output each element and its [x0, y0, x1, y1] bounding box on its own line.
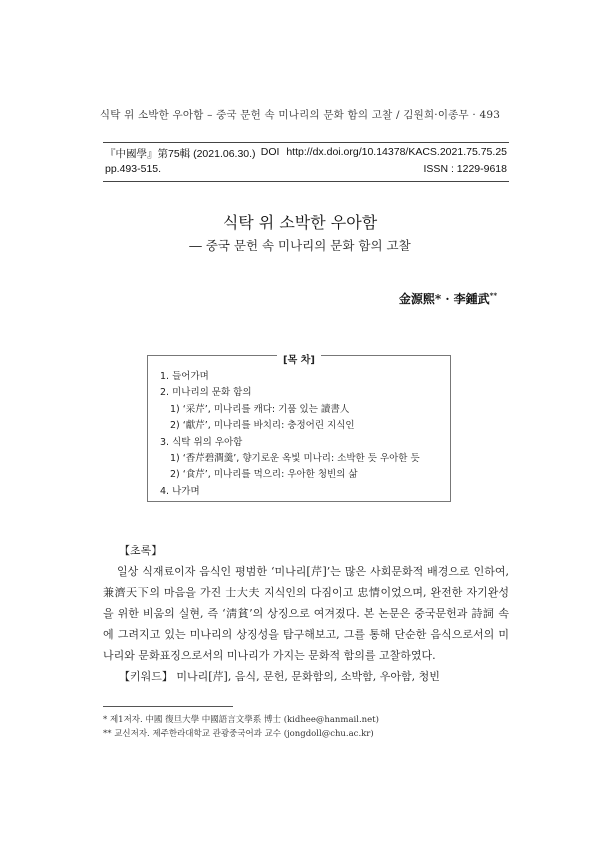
toc-item: 1) ‘香芹碧澗羹’, 향기로운 옥빛 미나리: 소박한 듯 우아한 듯	[170, 452, 420, 464]
authors	[399, 290, 497, 307]
running-head: 식탁 위 소박한 우아함 – 중국 문헌 속 미나리의 문화 함의 고찰 / 김원희·이종무 · 493	[99, 109, 501, 121]
toc-item: 1) ‘采芹’, 미나리를 캐다: 기품 있는 讀書人	[170, 403, 350, 415]
publication-info	[103, 142, 509, 182]
issn: ISSN : 1229-9618	[423, 163, 507, 175]
abstract-body: 일상 식재료이자 음식인 평범한 ‘미나리[芹]’는 많은 사회문화적 배경으로 인하여, 兼濟天下의 마음을 가진 士大夫 지식인의 다짐이고 忠情이었으며, 완전한 자기완성을 위한 비움의 실현, 즉 ‘淸貧’의 상징으로 여겨졌다. 본 논문은 중국문헌과 詩詞 속에 그려지고 있는 미나리의 상징성을 탐구해보고, 그를 통해 단순한 음식으로서의 미나리와 문화표징으로서의 미나리가 가지는 문화적 함의를 고찰하였다.	[103, 565, 509, 662]
toc-list	[160, 369, 442, 500]
page-range: pp.493-515.	[105, 163, 162, 175]
toc-item: 4. 나가며	[160, 485, 200, 497]
paper-title: 식탁 위 소박한 우아함	[222, 213, 378, 232]
abstract-label: 【초록】	[119, 544, 163, 557]
keywords-label: 【키워드】	[119, 670, 173, 683]
toc-item: 2) ‘食芹’, 미나리를 먹으리: 우아한 청빈의 삶	[170, 469, 358, 481]
journal-citation: 『中國學』第75輯 (2021.06.30.)	[105, 148, 256, 160]
author-names: 金源熙* · 李鍾武	[398, 292, 490, 306]
toc-item: 2) ‘獻芹’, 미나리를 바치리: 충정어린 지식인	[170, 420, 355, 432]
doi-link[interactable]: http://dx.doi.org/10.14378/KACS.2021.75.75.25	[286, 146, 507, 158]
toc-item: 2. 미나리의 문화 함의	[160, 387, 252, 399]
footnote: * 제1저자. 中國 復旦大學 中國語言文學系 博士 (kidhee@hanmail.net)	[103, 715, 379, 725]
footnotes	[103, 713, 509, 741]
doi-group	[261, 146, 507, 161]
table-of-contents	[147, 355, 451, 502]
author-mark: **	[489, 291, 497, 300]
doi-label: DOI	[260, 146, 280, 158]
keywords-text: 미나리[芹], 음식, 문헌, 문화함의, 소박함, 우아함, 청빈	[176, 670, 440, 683]
toc-heading: [목 차]	[277, 355, 321, 366]
keywords	[119, 668, 509, 684]
footnote: ** 교신저자. 제주한라대학교 관광중국어과 교수 (jongdoll@chu.ac.kr)	[103, 729, 374, 739]
footnote-divider	[103, 706, 233, 707]
toc-item: 1. 들어가며	[160, 371, 209, 382]
paper-subtitle: ― 중국 문헌 속 미나리의 문화 함의 고찰	[189, 238, 411, 253]
toc-item: 3. 식탁 위의 우아함	[160, 436, 243, 448]
